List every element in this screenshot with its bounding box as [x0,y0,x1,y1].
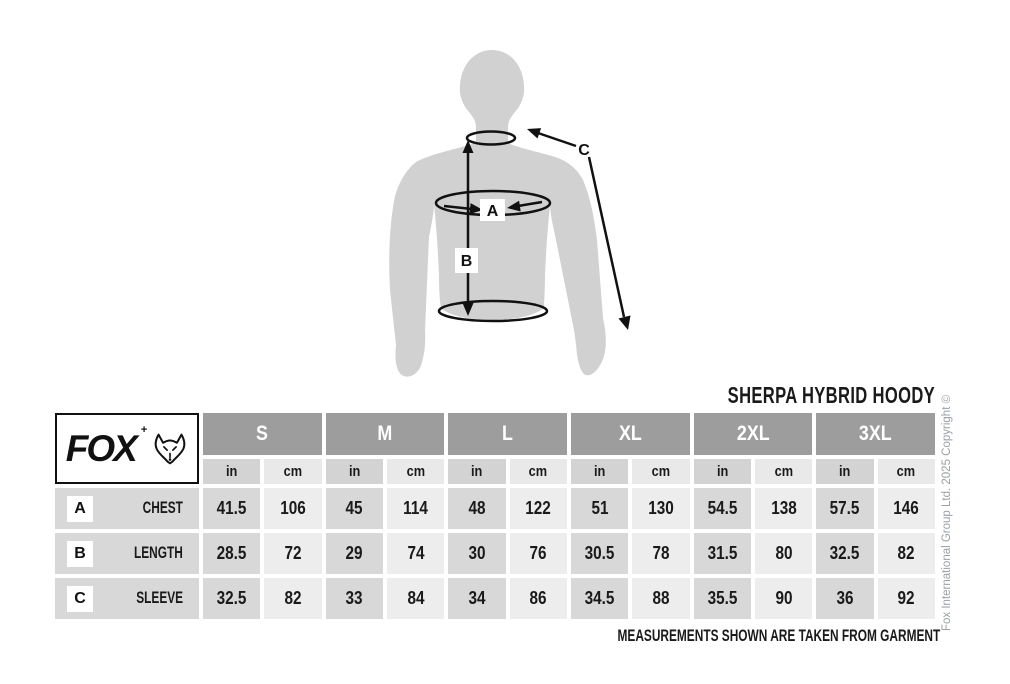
measurement-cell: 72 [264,533,321,574]
measurement-cell: 106 [264,488,321,529]
row-label-length: LENGTH [134,544,183,562]
measurement-cell: 84 [387,578,444,619]
measurement-cell: 76 [510,533,567,574]
measurement-cell: 82 [878,533,935,574]
fox-logo-text: FOX [65,427,136,469]
fox-logo [55,413,199,484]
size-col-header-xl: XL [571,413,690,455]
mannequin-diagram [378,38,662,402]
row-key-c: C [67,586,93,612]
unit-header-in: in [326,459,383,484]
measurement-cell: 36 [816,578,873,619]
size-col-header-3xl: 3XL [816,413,935,455]
measurement-cell: 45 [326,488,383,529]
measurement-cell: 32.5 [816,533,873,574]
measurement-cell: 92 [878,578,935,619]
measurement-cell: 41.5 [203,488,260,529]
size-col-header-l: L [448,413,567,455]
measurement-cell: 130 [632,488,689,529]
measurement-cell: 88 [632,578,689,619]
row-header-length [55,533,199,574]
measurement-cell: 114 [387,488,444,529]
measurement-cell: 122 [510,488,567,529]
unit-header-cm: cm [264,459,321,484]
unit-header-cm: cm [510,459,567,484]
unit-header-in: in [816,459,873,484]
measurement-cell: 86 [510,578,567,619]
measurement-cell: 54.5 [694,488,751,529]
row-header-sleeve [55,578,199,619]
measurement-cell: 33 [326,578,383,619]
measurement-cell: 57.5 [816,488,873,529]
unit-header-in: in [448,459,505,484]
row-key-a: A [67,496,93,522]
row-key-b: B [67,541,93,567]
row-label-chest: CHEST [142,499,183,517]
product-title: SHERPA HYBRID HOODY [727,382,935,408]
measurement-cell: 32.5 [203,578,260,619]
unit-header-in: in [203,459,260,484]
fox-head-icon [152,432,188,465]
label-c: C [578,142,590,159]
row-label-sleeve: SLEEVE [136,589,183,607]
measurement-cell: 51 [571,488,628,529]
measurement-note: MEASUREMENTS SHOWN ARE TAKEN FROM GARMENT [617,627,940,645]
label-a: A [486,203,499,220]
measurement-cell: 29 [326,533,383,574]
measurement-cell: 146 [878,488,935,529]
measurement-cell: 35.5 [694,578,751,619]
measurement-cell: 138 [755,488,812,529]
unit-header-in: in [694,459,751,484]
label-b: B [460,253,473,270]
measurement-cell: 74 [387,533,444,574]
unit-header-cm: cm [755,459,812,484]
size-col-header-s: S [203,413,322,455]
measurement-cell: 30.5 [571,533,628,574]
unit-header-cm: cm [632,459,689,484]
measurement-cell: 34 [448,578,505,619]
measurement-cell: 90 [755,578,812,619]
measurement-cell: 28.5 [203,533,260,574]
size-chart-table [55,413,935,619]
measurement-cell: 78 [632,533,689,574]
measurement-cell: 31.5 [694,533,751,574]
measurement-cell: 80 [755,533,812,574]
measurement-cell: 48 [448,488,505,529]
measurement-cell: 30 [448,533,505,574]
copyright-text: Fox International Group Ltd. 2025 Copyright © [941,394,953,631]
unit-header-cm: cm [878,459,935,484]
unit-header-cm: cm [387,459,444,484]
fox-logo-mark: + [140,424,148,436]
size-col-header-m: M [326,413,445,455]
size-col-header-2xl: 2XL [694,413,813,455]
measurement-cell: 82 [264,578,321,619]
measurement-cell: 34.5 [571,578,628,619]
row-header-chest [55,488,199,529]
unit-header-in: in [571,459,628,484]
